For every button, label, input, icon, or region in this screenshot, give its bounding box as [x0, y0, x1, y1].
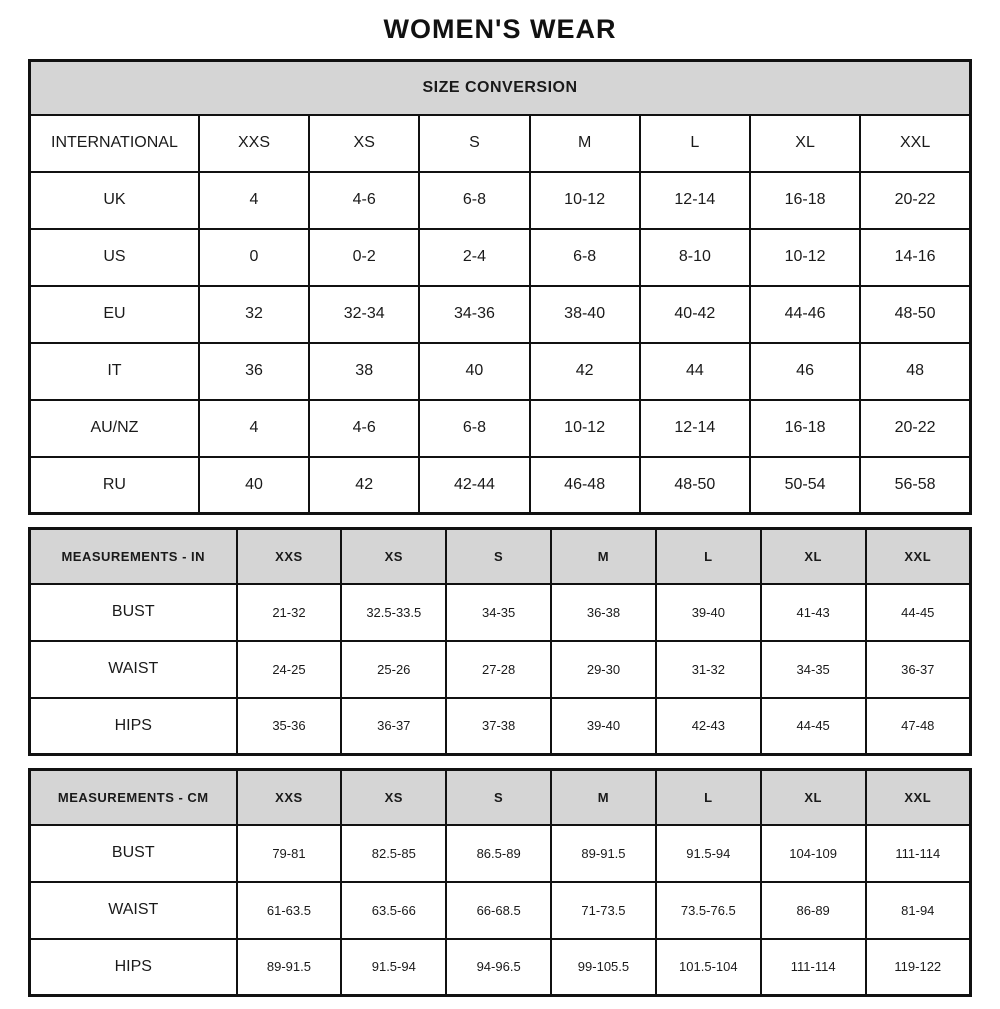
value-cell: 16-18 — [750, 172, 860, 229]
column-header: XL — [761, 770, 866, 825]
value-cell: 56-58 — [860, 457, 970, 514]
column-header-row — [30, 770, 971, 825]
value-cell: 39-40 — [551, 698, 656, 755]
value-cell: 42 — [530, 343, 640, 400]
row-label: EU — [30, 286, 199, 343]
value-cell: 81-94 — [866, 882, 971, 939]
row-label: BUST — [30, 825, 237, 882]
value-cell: 25-26 — [341, 641, 446, 698]
value-cell: 6-8 — [419, 400, 529, 457]
column-header: S — [446, 529, 551, 584]
value-cell: 44-46 — [750, 286, 860, 343]
table-row — [30, 825, 971, 882]
value-cell: 42-43 — [656, 698, 761, 755]
table-row — [30, 698, 971, 755]
value-cell: 6-8 — [419, 172, 529, 229]
value-cell: 86-89 — [761, 882, 866, 939]
value-cell: 111-114 — [761, 939, 866, 996]
value-cell: 20-22 — [860, 400, 970, 457]
value-cell: 99-105.5 — [551, 939, 656, 996]
table-row — [30, 172, 971, 229]
row-label: AU/NZ — [30, 400, 199, 457]
value-cell: 34-35 — [446, 584, 551, 641]
table-row — [30, 939, 971, 996]
value-cell: 89-91.5 — [551, 825, 656, 882]
column-header: L — [640, 115, 750, 172]
value-cell: 32 — [199, 286, 309, 343]
value-cell: 111-114 — [866, 825, 971, 882]
value-cell: 48-50 — [640, 457, 750, 514]
value-cell: 71-73.5 — [551, 882, 656, 939]
value-cell: 73.5-76.5 — [656, 882, 761, 939]
column-header: XL — [750, 115, 860, 172]
value-cell: 4-6 — [309, 172, 419, 229]
value-cell: 94-96.5 — [446, 939, 551, 996]
value-cell: 36-37 — [341, 698, 446, 755]
value-cell: 101.5-104 — [656, 939, 761, 996]
column-header: XXL — [860, 115, 970, 172]
value-cell: 2-4 — [419, 229, 529, 286]
row-label: IT — [30, 343, 199, 400]
value-cell: 91.5-94 — [656, 825, 761, 882]
value-cell: 46 — [750, 343, 860, 400]
value-cell: 104-109 — [761, 825, 866, 882]
table-title: MEASUREMENTS - IN — [30, 529, 237, 584]
value-cell: 86.5-89 — [446, 825, 551, 882]
value-cell: 20-22 — [860, 172, 970, 229]
value-cell: 4-6 — [309, 400, 419, 457]
table-row — [30, 641, 971, 698]
value-cell: 89-91.5 — [237, 939, 342, 996]
value-cell: 46-48 — [530, 457, 640, 514]
value-cell: 0-2 — [309, 229, 419, 286]
column-header: XS — [341, 529, 446, 584]
table-row — [30, 343, 971, 400]
column-header: INTERNATIONAL — [30, 115, 199, 172]
value-cell: 36 — [199, 343, 309, 400]
table-title: MEASUREMENTS - CM — [30, 770, 237, 825]
value-cell: 38-40 — [530, 286, 640, 343]
value-cell: 4 — [199, 400, 309, 457]
value-cell: 4 — [199, 172, 309, 229]
column-header-row — [30, 529, 971, 584]
value-cell: 10-12 — [750, 229, 860, 286]
value-cell: 44 — [640, 343, 750, 400]
value-cell: 119-122 — [866, 939, 971, 996]
value-cell: 32.5-33.5 — [341, 584, 446, 641]
column-header: XL — [761, 529, 866, 584]
value-cell: 40 — [199, 457, 309, 514]
value-cell: 27-28 — [446, 641, 551, 698]
value-cell: 38 — [309, 343, 419, 400]
value-cell: 91.5-94 — [341, 939, 446, 996]
value-cell: 16-18 — [750, 400, 860, 457]
value-cell: 0 — [199, 229, 309, 286]
row-label: RU — [30, 457, 199, 514]
table-row — [30, 882, 971, 939]
value-cell: 35-36 — [237, 698, 342, 755]
size-chart-sheet — [28, 0, 972, 997]
value-cell: 63.5-66 — [341, 882, 446, 939]
value-cell: 34-36 — [419, 286, 529, 343]
value-cell: 48-50 — [860, 286, 970, 343]
value-cell: 42-44 — [419, 457, 529, 514]
row-label: UK — [30, 172, 199, 229]
column-header: XS — [309, 115, 419, 172]
value-cell: 66-68.5 — [446, 882, 551, 939]
value-cell: 44-45 — [866, 584, 971, 641]
column-header: XS — [341, 770, 446, 825]
column-header-row — [30, 115, 971, 172]
row-label: BUST — [30, 584, 237, 641]
column-header: L — [656, 529, 761, 584]
table-row — [30, 457, 971, 514]
measurements-cm-table — [28, 768, 972, 997]
column-header: XXS — [199, 115, 309, 172]
table-row — [30, 584, 971, 641]
value-cell: 24-25 — [237, 641, 342, 698]
row-label: WAIST — [30, 882, 237, 939]
value-cell: 10-12 — [530, 172, 640, 229]
value-cell: 14-16 — [860, 229, 970, 286]
value-cell: 40 — [419, 343, 529, 400]
value-cell: 36-38 — [551, 584, 656, 641]
value-cell: 12-14 — [640, 400, 750, 457]
value-cell: 61-63.5 — [237, 882, 342, 939]
value-cell: 44-45 — [761, 698, 866, 755]
value-cell: 39-40 — [656, 584, 761, 641]
column-header: M — [530, 115, 640, 172]
value-cell: 79-81 — [237, 825, 342, 882]
column-header: M — [551, 529, 656, 584]
table-row — [30, 229, 971, 286]
value-cell: 12-14 — [640, 172, 750, 229]
value-cell: 10-12 — [530, 400, 640, 457]
column-header: L — [656, 770, 761, 825]
value-cell: 32-34 — [309, 286, 419, 343]
value-cell: 36-37 — [866, 641, 971, 698]
value-cell: 41-43 — [761, 584, 866, 641]
row-label: HIPS — [30, 939, 237, 996]
column-header: XXS — [237, 529, 342, 584]
size-conversion-table — [28, 59, 972, 515]
measurements-in-table — [28, 527, 972, 756]
value-cell: 47-48 — [866, 698, 971, 755]
table-row — [30, 286, 971, 343]
column-header: S — [419, 115, 529, 172]
table-title-row — [30, 61, 971, 115]
column-header: S — [446, 770, 551, 825]
value-cell: 82.5-85 — [341, 825, 446, 882]
table-row — [30, 400, 971, 457]
value-cell: 50-54 — [750, 457, 860, 514]
value-cell: 21-32 — [237, 584, 342, 641]
column-header: M — [551, 770, 656, 825]
value-cell: 29-30 — [551, 641, 656, 698]
value-cell: 31-32 — [656, 641, 761, 698]
value-cell: 42 — [309, 457, 419, 514]
value-cell: 48 — [860, 343, 970, 400]
column-header: XXS — [237, 770, 342, 825]
value-cell: 37-38 — [446, 698, 551, 755]
column-header: XXL — [866, 770, 971, 825]
value-cell: 34-35 — [761, 641, 866, 698]
table-title: SIZE CONVERSION — [30, 61, 971, 115]
row-label: WAIST — [30, 641, 237, 698]
row-label: US — [30, 229, 199, 286]
value-cell: 6-8 — [530, 229, 640, 286]
value-cell: 40-42 — [640, 286, 750, 343]
value-cell: 8-10 — [640, 229, 750, 286]
column-header: XXL — [866, 529, 971, 584]
page-title: WOMEN'S WEAR — [383, 14, 617, 44]
row-label: HIPS — [30, 698, 237, 755]
